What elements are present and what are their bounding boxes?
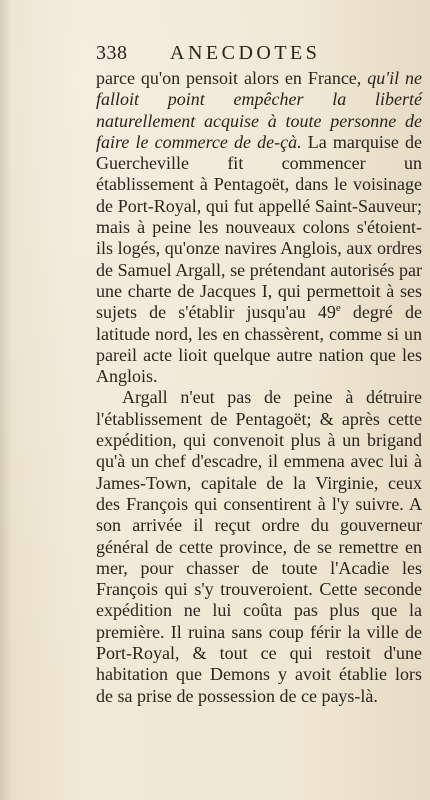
page-header <box>96 42 418 66</box>
body-text <box>96 68 422 707</box>
paragraph-2: Argall n'eut pas de peine à détruire l'établissement de Pentagoët; & après cette expédition, qui convenoit plus à un brigand qu'à un chef d'escadre, il emmena avec lui à James-Town, capitale de la Virginie, ceux des François qui consentirent à l'y suivre. A son arrivée il reçut ordre du gouverneur général de cette province, de se remettre en mer, pour chasser de toute l'Acadie les François qui s'y trouveroient. Cette seconde expédition ne lui coûta pas plus que la première. Il ruina sans coup férir la ville de Port-Royal, & tout ce qui restoit d'une habitation que Demons y avoit établie lors de sa prise de possession de ce pays-là. <box>96 387 422 706</box>
gutter-shadow <box>0 0 12 800</box>
p1-italic-quote: qu'il ne falloit point empêcher la liberté naturellement acquise à toute personne de faire le commerce de de-çà. <box>96 68 423 152</box>
show-through-ink <box>220 716 410 768</box>
p1-text-e: degré de latitude nord, les en chassèrent, comme si un pareil acte lioit quelque autre nation que les Anglois. <box>96 302 423 387</box>
page-number: 338 <box>96 42 128 64</box>
p1-text-c: La marquise de Guercheville fit commencer un établissement à Pentagoët, dans le voisinage de Port-Royal, qui fut appellé Saint-Sauveur; mais à peine les nouveaux colons s'étoient-ils logés, qu'onze navires Anglois, aux ordres de Samuel Argall, se prétendant autorisés par une charte de Jacques I, qui permettoit à ses sujets de s'établir jusqu'au 49 <box>96 131 423 323</box>
p1-text-a: parce qu'on pensoit alors en France, <box>96 68 368 88</box>
p1-superscript: e <box>335 302 341 315</box>
running-head: ANECDOTES <box>170 42 321 64</box>
paragraph-1 <box>96 68 422 387</box>
